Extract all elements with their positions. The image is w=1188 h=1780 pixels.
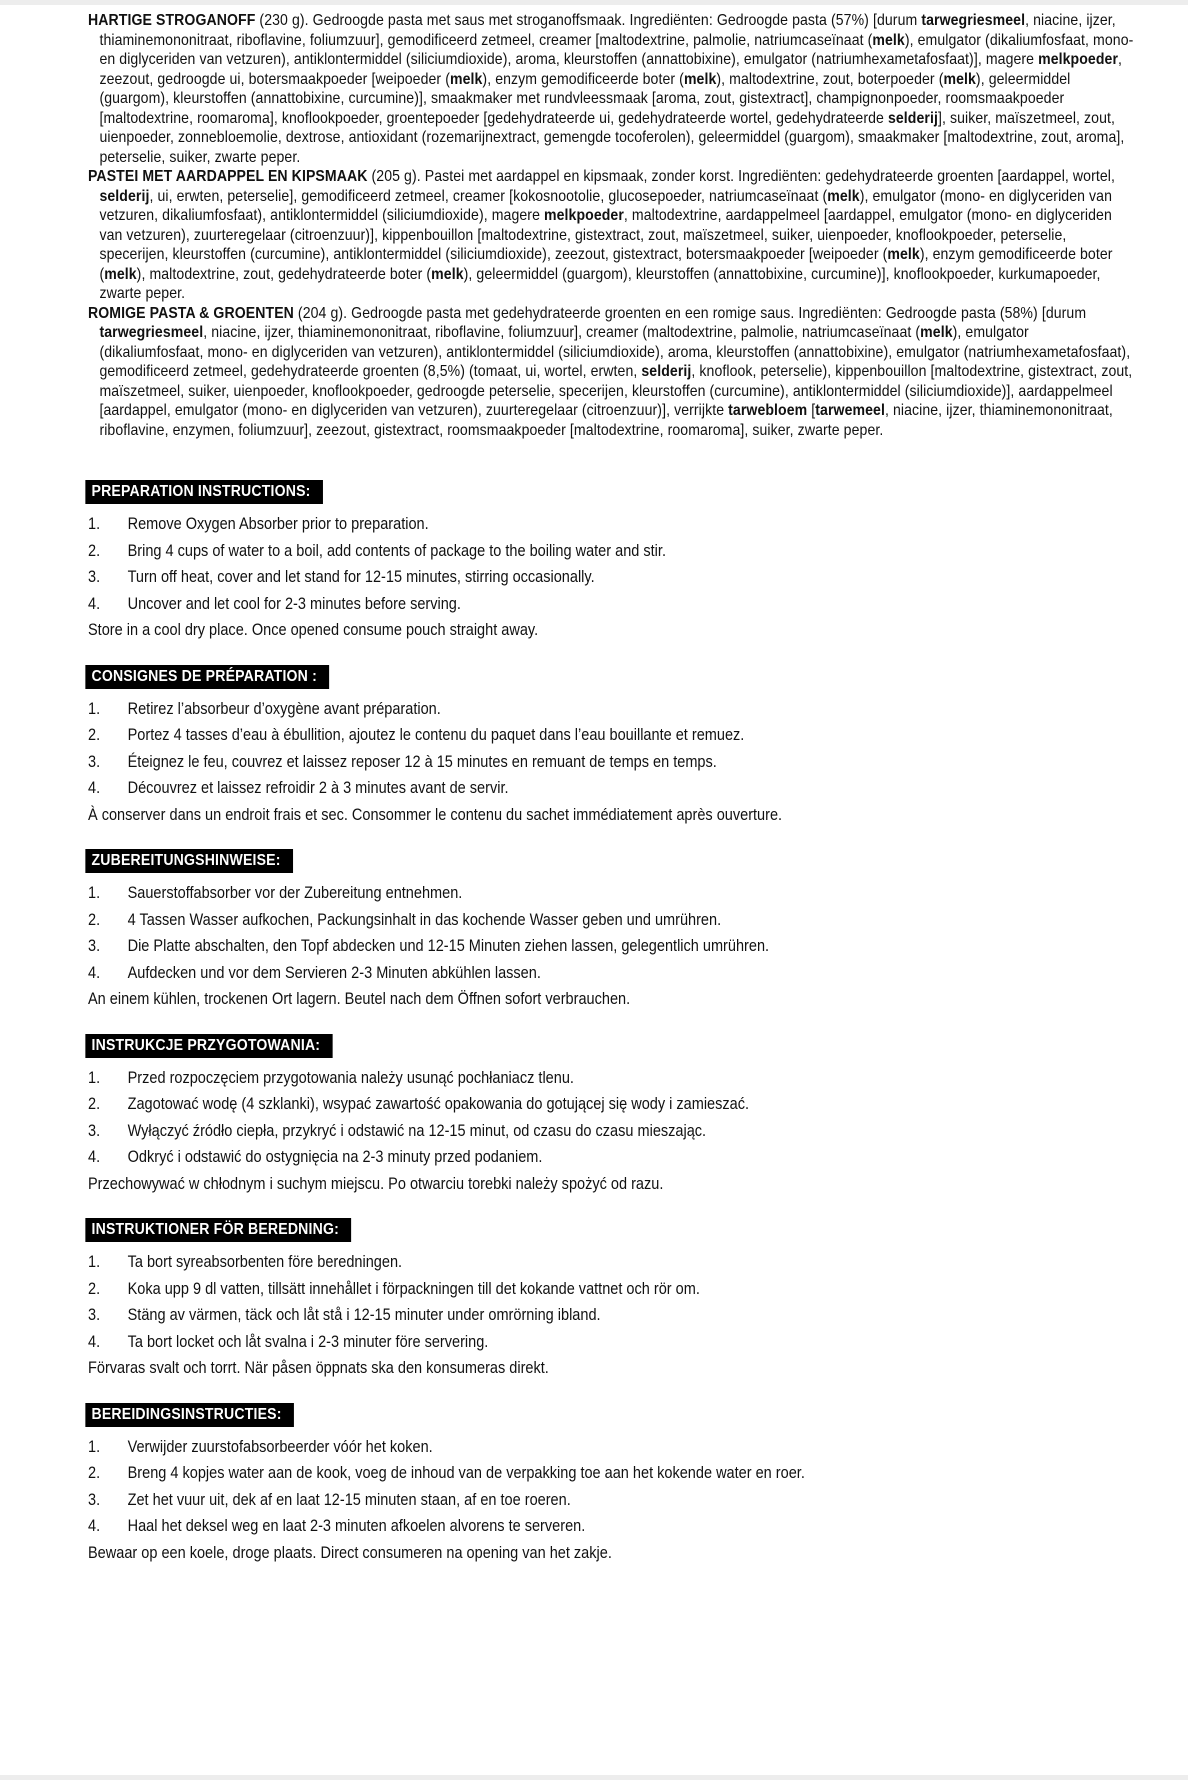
step-text: Zagotować wodę (4 szklanki), wsypać zawartość opakowania do gotującej się wody i zamieszać. xyxy=(127,1095,750,1113)
bottom-edge-strip xyxy=(0,1775,1188,1780)
instruction-step xyxy=(88,907,1135,934)
step-text: Koka upp 9 dl vatten, tillsätt innehållet i förpackningen till det kokande vattnet och rör om. xyxy=(127,1279,700,1298)
step-text: Remove Oxygen Absorber prior to preparation. xyxy=(127,515,429,533)
allergen-bold: melk xyxy=(943,70,976,88)
step-text: Stäng av värmen, täck och låt stå i 12-15 minuter under omrörning ibland. xyxy=(127,1306,601,1324)
storage-note-fr: À conserver dans un endroit frais et sec. Consommer le contenu du sachet immédiatement après ouverture. xyxy=(88,805,783,824)
step-text: Odkryć i odstawić do ostygnięcia na 2-3 minuty przed podaniem. xyxy=(127,1148,543,1166)
step-text: Haal het deksel weg en laat 2-3 minuten afkoelen alvorens te serveren. xyxy=(127,1517,586,1535)
instruction-step xyxy=(88,749,1135,776)
step-number: 4. xyxy=(88,594,101,613)
step-text: Sauerstoffabsorber vor der Zubereitung entnehmen. xyxy=(127,884,463,902)
step-text: Die Platte abschalten, den Topf abdecken und 12-15 Minuten ziehen lassen, gelegentlich umrühren. xyxy=(127,937,770,955)
instruction-section-fr xyxy=(88,665,1135,829)
allergen-bold: HARTIGE STROGANOFF xyxy=(88,12,256,29)
allergen-bold: melk xyxy=(920,324,953,341)
step-number: 3. xyxy=(88,1121,101,1140)
step-number: 1. xyxy=(88,699,101,718)
step-number: 3. xyxy=(88,752,101,771)
step-number: 1. xyxy=(88,1437,101,1456)
storage-note-pl: Przechowywać w chłodnym i suchym miejscu. Po otwarciu torebki należy spożyć od razu. xyxy=(88,1174,664,1193)
step-number: 3. xyxy=(88,1490,101,1509)
step-text: Bring 4 cups of water to a boil, add contents of package to the boiling water and stir. xyxy=(127,541,666,560)
instruction-step xyxy=(88,696,1135,723)
step-text: Découvrez et laissez refroidir 2 à 3 minutes avant de servir. xyxy=(127,779,509,797)
step-text: Portez 4 tasses d’eau à ébullition, ajoutez le contenu du paquet dans l’eau bouillante et remuez. xyxy=(127,726,745,744)
step-number: 1. xyxy=(88,1253,101,1271)
step-number: 1. xyxy=(88,1068,101,1087)
step-number: 2. xyxy=(88,910,101,929)
allergen-bold: selderij xyxy=(641,363,692,380)
label-content xyxy=(88,11,1135,1566)
section-heading-nl: BEREIDINGSINSTRUCTIES: xyxy=(85,1403,294,1427)
allergen-bold: melk xyxy=(827,187,860,205)
storage-note-sv: Förvaras svalt och torrt. När påsen öppnats ska den konsumeras direkt. xyxy=(88,1359,549,1377)
step-text: 4 Tassen Wasser aufkochen, Packungsinhalt in das kochende Wasser geben und umrühren. xyxy=(127,910,722,929)
instruction-step xyxy=(88,1065,1135,1092)
step-text: Ta bort locket och låt svalna i 2-3 minuter före servering. xyxy=(127,1332,489,1351)
step-number: 4. xyxy=(88,779,101,797)
step-number: 4. xyxy=(88,1517,101,1535)
step-text: Éteignez le feu, couvrez et laissez reposer 12 à 15 minutes en remuant de temps en temps. xyxy=(127,752,717,771)
allergen-bold: melk xyxy=(683,70,717,88)
allergen-bold: melk xyxy=(872,31,905,49)
step-text: Przed rozpoczęciem przygotowania należy usunąć pochłaniacz tlenu. xyxy=(127,1068,574,1087)
instruction-step xyxy=(88,880,1135,907)
step-number: 2. xyxy=(88,1279,101,1298)
instruction-step xyxy=(88,1302,1135,1329)
allergen-bold: tarwemeel xyxy=(815,402,885,419)
step-number: 4. xyxy=(88,963,101,982)
allergen-bold: melkpoeder xyxy=(1038,51,1119,68)
instruction-section-sv xyxy=(88,1218,1135,1382)
instruction-section-de xyxy=(88,849,1135,1013)
step-number: 3. xyxy=(88,1306,101,1324)
step-number: 2. xyxy=(88,726,101,744)
allergen-bold: melk xyxy=(887,246,920,263)
ingredient-paragraph-3: ROMIGE PASTA & GROENTEN (204 g). Gedroogde pasta met gedehydrateerde groenten en een romige saus. Ingrediënten: Gedroogde pasta (58%) [durum tarwegriesmeel, niacine, ijzer, thiaminemononitraat, riboflavine, foliumzuur], creamer (maltodextrine, palmolie, natriumcaseïnaat (melk), emulgator (dikaliumfosfaat, mono- en diglyceriden van vetzuren), antiklontermiddel (siliciumdioxide), aroma, kleurstoffen (annattobixine), emulgator (natriumhexametafosfaat), gemodificeerd zetmeel, gedehydrateerde groenten (8,5%) (tomaat, ui, wortel, erwten, selderij, knoflook, peterselie), kippenbouillon [maltodextrine, gistextract, zout, maïszetmeel, suiker, uienpoeder, knoflookpoeder, gedroogde peterselie, specerijen, kleurstoffen (curcumine), antiklontermiddel (siliciumdioxide)], aardappelmeel [aardappel, emulgator (mono- en diglyceriden van vetzuren), zuurteregelaar (citroenzuur)], verrijkte tarwebloem [tarwemeel, niacine, ijzer, thiaminemononitraat, riboflavine, enzymen, foliumzuur], zeezout, gistextract, roomsmaakpoeder [maltodextrine, roomaroma], suiker, zwarte peper. xyxy=(88,304,1133,439)
allergen-bold: selderij xyxy=(99,187,150,205)
instruction-step xyxy=(88,1434,1135,1461)
instruction-step xyxy=(88,1249,1135,1276)
allergen-bold: PASTEI MET AARDAPPEL EN KIPSMAAK xyxy=(88,168,368,185)
instruction-step xyxy=(88,1460,1135,1487)
storage-note-en: Store in a cool dry place. Once opened consume pouch straight away. xyxy=(88,621,539,639)
allergen-bold: ROMIGE PASTA & GROENTEN xyxy=(88,304,294,322)
section-heading-de: ZUBEREITUNGSHINWEISE: xyxy=(85,849,293,873)
instruction-section-pl xyxy=(88,1034,1135,1198)
step-number: 4. xyxy=(88,1148,101,1166)
ingredient-paragraph-2: PASTEI MET AARDAPPEL EN KIPSMAAK (205 g). Pastei met aardappel en kipsmaak, zonder korst. Ingrediënten: gedehydrateerde groenten [aardappel, wortel, selderij, ui, erwten, peterselie], gemodificeerd zetmeel, creamer [kokosnootolie, glucosepoeder, natriumcaseïnaat (melk), emulgator (mono- en diglyceriden van vetzuren, dikaliumfosfaat), antiklontermiddel (siliciumdioxide), magere melkpoeder, maltodextrine, aardappelmeel [aardappel, emulgator (mono- en diglyceriden van vetzuren), zuurteregelaar (citroenzuur)], kippenbouillon [maltodextrine, gistextract, zout, maïszetmeel, suiker, uienpoeder, knoflookpoeder, peterselie, specerijen, kleurstoffen (curcumine), antiklontermiddel (siliciumdioxide), zeezout, gistextract, botersmaakpoeder [weipoeder (melk), enzym gemodificeerde boter (melk), maltodextrine, zout, gedehydrateerde boter (melk), geleermiddel (guargom), kleurstoffen (annattobixine, curcumine)], knoflookpoeder, kurkumapoeder, zwarte peper. xyxy=(88,168,1116,302)
ingredient-paragraph-1: HARTIGE STROGANOFF (230 g). Gedroogde pasta met saus met stroganoffsmaak. Ingrediënten: Gedroogde pasta (57%) [durum tarwegriesmeel, niacine, ijzer, thiaminemononitraat, riboflavine, foliumzuur], gemodificeerd zetmeel, creamer [maltodextrine, palmolie, natriumcaseïnaat (melk), emulgator (dikaliumfosfaat, mono- en diglyceriden van vetzuren), antiklontermiddel (siliciumdioxide), aroma, kleurstoffen (annattobixine), emulgator (natriumhexametafosfaat)], magere melkpoeder, zeezout, gedroogde ui, botersmaakpoeder [weipoeder (melk), enzym gemodificeerde boter (melk), maltodextrine, zout, boterpoeder (melk), geleermiddel (guargom), kleurstoffen (annattobixine, curcumine)], smaakmaker met rundvleessmaak [aroma, zout, gistextract], champignonpoeder, roomsmaakpoeder [maltodextrine, roomaroma], knoflookpoeder, groentepoeder [gedehydrateerde ui, gedehydrateerde wortel, gedehydrateerde selderij], suiker, maïszetmeel, zout, uienpoeder, zonnebloemolie, dextrose, antioxidant (rozemarijnextract, gemengde tocoferolen), geleermiddel (guargom), smaakmaker [maltodextrine, zout, aroma], peterselie, suiker, zwarte peper. xyxy=(88,12,1134,166)
step-number: 4. xyxy=(88,1332,101,1351)
section-heading-en: PREPARATION INSTRUCTIONS: xyxy=(85,480,322,504)
section-heading-pl: INSTRUKCJE PRZYGOTOWANIA: xyxy=(85,1034,332,1058)
instruction-step xyxy=(88,1276,1135,1303)
allergen-bold: tarwegriesmeel xyxy=(921,12,1026,29)
allergen-bold: melkpoeder xyxy=(544,207,624,224)
section-heading-sv: INSTRUKTIONER FÖR BEREDNING: xyxy=(85,1218,351,1242)
instruction-step xyxy=(88,933,1135,960)
instruction-step xyxy=(88,960,1135,987)
instruction-step xyxy=(88,591,1135,618)
section-heading-fr: CONSIGNES DE PRÉPARATION : xyxy=(85,665,329,689)
step-number: 1. xyxy=(88,515,101,533)
storage-note-nl: Bewaar op een koele, droge plaats. Direct consumeren na opening van het zakje. xyxy=(88,1543,612,1562)
instruction-step xyxy=(88,511,1135,538)
step-text: Verwijder zuurstofabsorbeerder vóór het koken. xyxy=(127,1437,433,1456)
step-text: Wyłączyć źródło ciepła, przykryć i odstawić na 12-15 minut, od czasu do czasu mieszając. xyxy=(127,1121,707,1140)
step-number: 1. xyxy=(88,884,101,902)
instruction-step xyxy=(88,1329,1135,1356)
step-text: Retirez l’absorbeur d’oxygène avant préparation. xyxy=(127,699,441,718)
instruction-section-en xyxy=(88,480,1135,644)
instruction-step xyxy=(88,1144,1135,1171)
ingredients-section xyxy=(88,11,1135,440)
allergen-bold: tarwegriesmeel xyxy=(99,324,204,341)
instruction-step xyxy=(88,1118,1135,1145)
step-text: Turn off heat, cover and let stand for 12-15 minutes, stirring occasionally. xyxy=(127,568,595,586)
allergen-bold: tarwebloem xyxy=(728,402,808,419)
instruction-step xyxy=(88,722,1135,749)
step-text: Uncover and let cool for 2-3 minutes before serving. xyxy=(127,594,461,613)
instruction-section-nl xyxy=(88,1403,1135,1567)
instruction-step xyxy=(88,1487,1135,1514)
allergen-bold: melk xyxy=(449,70,483,88)
step-text: Zet het vuur uit, dek af en laat 12-15 minuten staan, af en toe roeren. xyxy=(127,1490,571,1509)
allergen-bold: melk xyxy=(431,265,464,283)
top-edge-strip xyxy=(0,0,1188,5)
storage-note-de: An einem kühlen, trockenen Ort lagern. Beutel nach dem Öffnen sofort verbrauchen. xyxy=(88,990,631,1008)
instruction-step xyxy=(88,538,1135,565)
instruction-step xyxy=(88,564,1135,591)
step-number: 2. xyxy=(88,541,101,560)
step-number: 3. xyxy=(88,568,101,586)
instruction-step xyxy=(88,1513,1135,1540)
instruction-step xyxy=(88,775,1135,802)
step-number: 2. xyxy=(88,1464,101,1482)
instruction-step xyxy=(88,1091,1135,1118)
step-text: Breng 4 kopjes water aan de kook, voeg de inhoud van de verpakking toe aan het kokende water en roer. xyxy=(127,1464,805,1482)
step-text: Aufdecken und vor dem Servieren 2-3 Minuten abkühlen lassen. xyxy=(127,963,541,982)
step-text: Ta bort syreabsorbenten före beredningen. xyxy=(127,1253,403,1271)
step-number: 2. xyxy=(88,1095,101,1113)
step-number: 3. xyxy=(88,937,101,955)
instruction-sections xyxy=(88,480,1135,1566)
allergen-bold: selderij xyxy=(887,109,938,127)
allergen-bold: melk xyxy=(104,265,137,283)
